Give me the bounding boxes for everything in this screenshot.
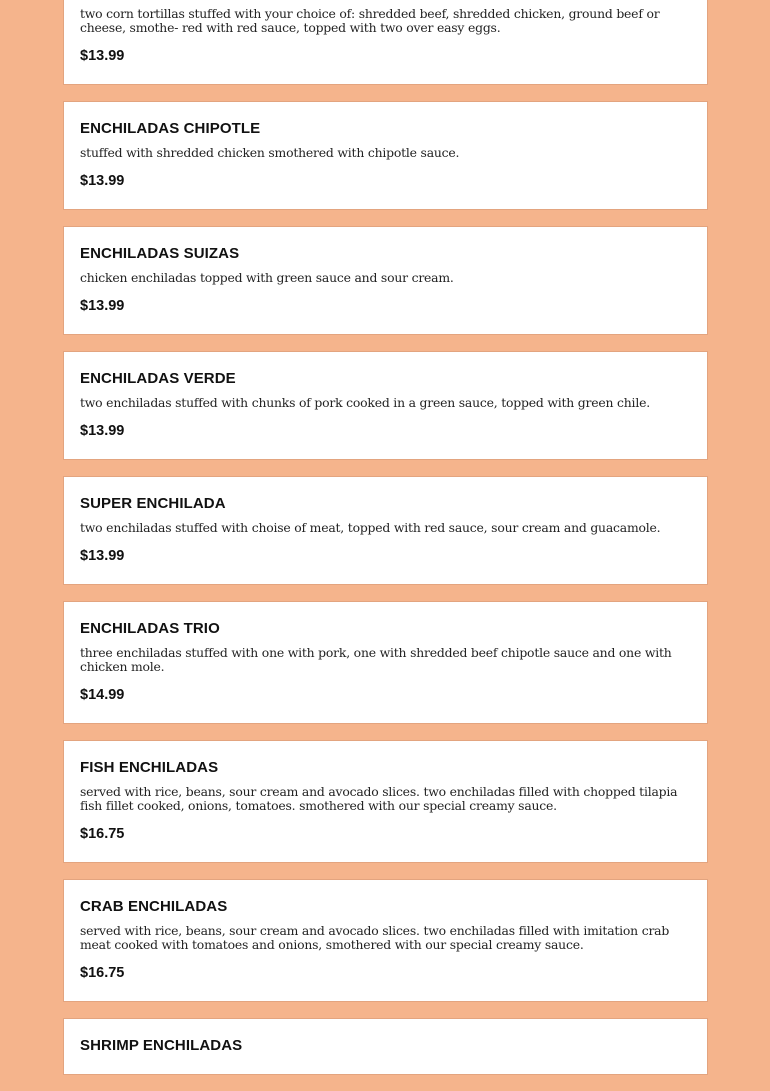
item-price: $13.99 xyxy=(80,173,125,189)
item-price: $13.99 xyxy=(80,298,125,314)
menu-item-card[interactable] xyxy=(63,1018,708,1075)
menu-item-card[interactable] xyxy=(63,740,708,863)
item-description: served with rice, beans, sour cream and avocado slices. two enchiladas filled with chopped tilapia fish fillet cooked, onions, tomatoes. smothered with our special creamy sauce. xyxy=(80,784,678,813)
item-price: $14.99 xyxy=(80,687,125,703)
item-description: two corn tortillas stuffed with your choice of: shredded beef, shredded chicken, ground beef or cheese, smothe- red with red sauce, topped with two over easy eggs. xyxy=(80,6,660,35)
item-title: FISH ENCHILADAS xyxy=(80,759,219,776)
item-price: $13.99 xyxy=(80,48,125,64)
menu-item-card[interactable] xyxy=(63,879,708,1002)
item-description: chicken enchiladas topped with green sauce and sour cream. xyxy=(80,270,454,285)
item-title: SUPER ENCHILADA xyxy=(80,495,226,512)
item-title: CRAB ENCHILADAS xyxy=(80,898,228,915)
item-title: SHRIMP ENCHILADAS xyxy=(80,1037,243,1054)
menu-item-card[interactable] xyxy=(63,101,708,210)
item-description: served with rice, beans, sour cream and avocado slices. two enchiladas filled with imitation crab meat cooked with tomatoes and onions, smothered with our special creamy sauce. xyxy=(80,923,670,952)
item-price: $16.75 xyxy=(80,965,125,981)
menu-item-card[interactable] xyxy=(63,0,708,85)
item-price: $16.75 xyxy=(80,826,125,842)
menu-item-card[interactable] xyxy=(63,226,708,335)
menu-item-card[interactable] xyxy=(63,351,708,460)
item-description: two enchiladas stuffed with choise of meat, topped with red sauce, sour cream and guacamole. xyxy=(80,520,661,535)
item-price: $13.99 xyxy=(80,548,125,564)
item-price: $13.99 xyxy=(80,423,125,439)
menu-list xyxy=(63,0,708,1091)
item-title: ENCHILADAS TRIO xyxy=(80,620,220,637)
item-description: three enchiladas stuffed with one with pork, one with shredded beef chipotle sauce and one with chicken mole. xyxy=(80,645,672,674)
menu-item-card[interactable] xyxy=(63,601,708,724)
item-description: stuffed with shredded chicken smothered with chipotle sauce. xyxy=(80,145,460,160)
item-title: ENCHILADAS CHIPOTLE xyxy=(80,120,261,137)
menu-item-card[interactable] xyxy=(63,476,708,585)
item-title: ENCHILADAS VERDE xyxy=(80,370,236,387)
item-title: ENCHILADAS SUIZAS xyxy=(80,245,240,262)
item-description: two enchiladas stuffed with chunks of pork cooked in a green sauce, topped with green chile. xyxy=(80,395,650,410)
